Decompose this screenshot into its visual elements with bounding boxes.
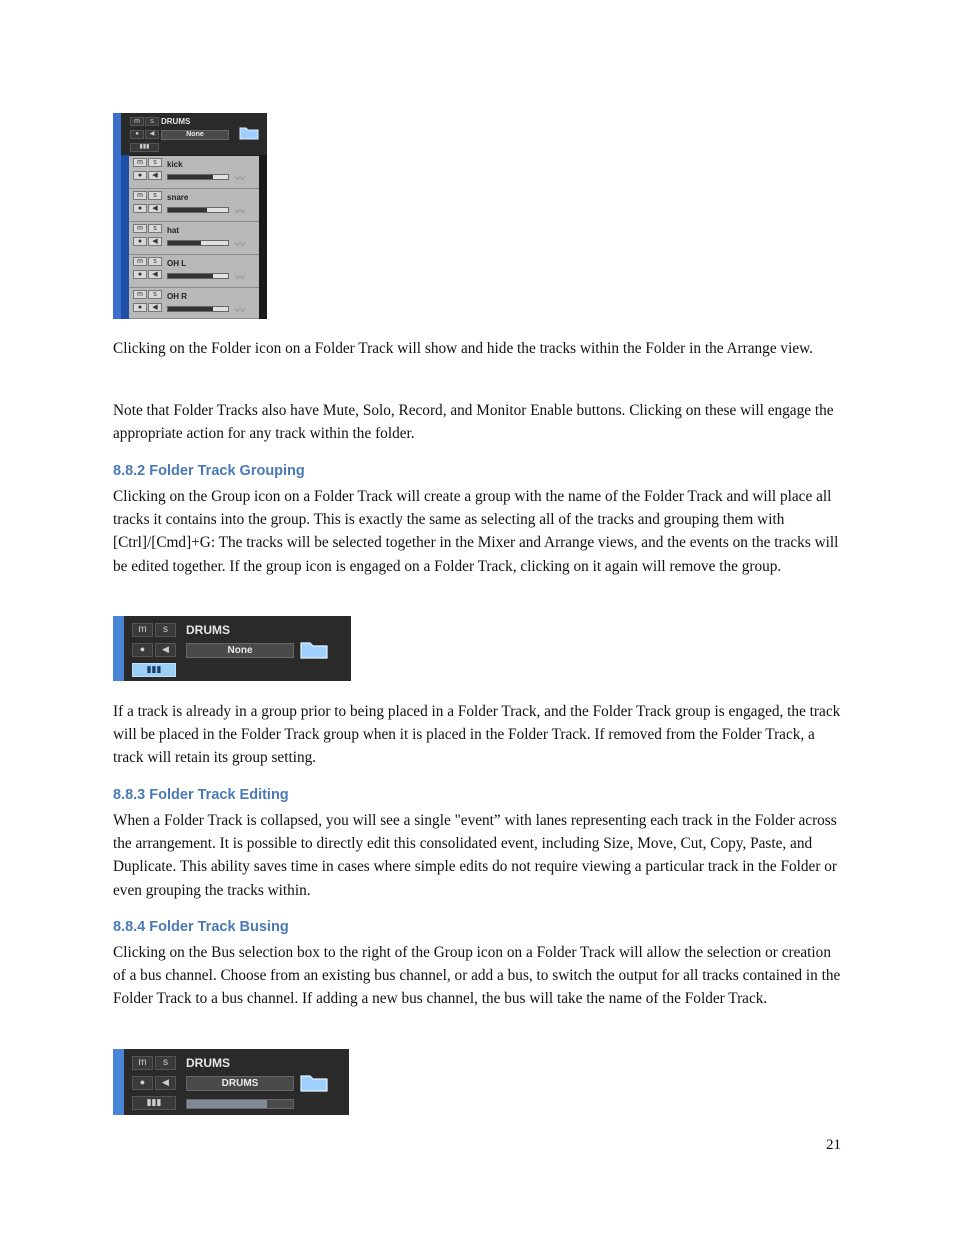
record-dot-icon: ● bbox=[139, 644, 146, 654]
track-volume-meter[interactable] bbox=[167, 273, 229, 279]
child-track-list bbox=[129, 156, 259, 319]
track-monitor-button[interactable]: ◀ bbox=[148, 270, 162, 279]
track-mute-button[interactable]: m bbox=[133, 191, 147, 200]
record-dot-icon: ● bbox=[139, 1077, 146, 1087]
folder-track-group-screenshot bbox=[113, 616, 351, 681]
record-button[interactable] bbox=[130, 130, 144, 139]
track-mute-button[interactable]: m bbox=[133, 224, 147, 233]
track-solo-button[interactable]: s bbox=[148, 224, 162, 233]
group-button-engaged[interactable] bbox=[132, 663, 176, 677]
paragraph-folder-buttons: Note that Folder Tracks also have Mute, Solo, Record, and Monitor Enable buttons. Clicking on these will engage the appropriate action for any track within the folder. bbox=[113, 402, 834, 443]
bus-select[interactable]: None bbox=[186, 643, 294, 658]
child-track-strip bbox=[121, 155, 129, 319]
waveform-icon: 〰 bbox=[235, 306, 245, 317]
paragraph-grouping: Clicking on the Group icon on a Folder Track will create a group with the name of the Folder Track and will place all tracks it contains into the group. This is exactly the same as selecting all of the tracks and grouping them with [Ctrl]/[Cmd]+G: The tracks will be selected together in the Mixer and Arrange views, and the events on the tracks will be edited together. If the group icon is engaged on a Folder Track, clicking on it again will remove the group. bbox=[113, 488, 839, 575]
speaker-icon: ◀ bbox=[149, 131, 155, 137]
bus-volume-meter[interactable] bbox=[186, 1099, 294, 1109]
track-name: kick bbox=[167, 160, 183, 169]
track-solo-button[interactable]: s bbox=[148, 191, 162, 200]
track-color-strip bbox=[113, 113, 121, 319]
folder-name: DRUMS bbox=[186, 1056, 230, 1070]
track-mute-button[interactable]: m bbox=[133, 290, 147, 299]
track-volume-meter[interactable] bbox=[167, 306, 229, 312]
solo-button[interactable]: s bbox=[155, 1056, 176, 1070]
heading-folder-track-busing: 8.8.4 Folder Track Busing bbox=[113, 919, 289, 935]
track-volume-meter[interactable] bbox=[167, 207, 229, 213]
track-monitor-button[interactable]: ◀ bbox=[148, 237, 162, 246]
waveform-icon: 〰 bbox=[235, 207, 245, 218]
monitor-button[interactable] bbox=[155, 643, 176, 657]
folder-name: DRUMS bbox=[186, 623, 230, 637]
track-name: snare bbox=[167, 193, 189, 202]
folder-track-header bbox=[121, 113, 267, 155]
track-color-strip bbox=[113, 616, 124, 681]
record-button[interactable] bbox=[132, 643, 153, 657]
folder-track-header bbox=[124, 616, 351, 681]
record-button[interactable] bbox=[132, 1076, 153, 1090]
bus-select[interactable]: None bbox=[161, 130, 229, 140]
group-icon: ▮▮▮ bbox=[146, 664, 162, 674]
solo-button[interactable]: s bbox=[155, 623, 176, 637]
track-row[interactable] bbox=[129, 156, 259, 189]
track-volume-meter[interactable] bbox=[167, 174, 229, 180]
speaker-icon: ◀ bbox=[162, 1077, 169, 1087]
group-button[interactable] bbox=[132, 1096, 176, 1110]
track-volume-meter[interactable] bbox=[167, 240, 229, 246]
track-row[interactable] bbox=[129, 255, 259, 288]
waveform-icon: 〰 bbox=[235, 174, 245, 185]
solo-button[interactable]: s bbox=[145, 117, 159, 126]
paragraph-editing: When a Folder Track is collapsed, you will see a single "event” with lanes representing each track in the Folder across the arrangement. It is possible to directly edit this consolidated event, including Size, Move, Cut, Copy, Paste, and Duplicate. This ability saves time in cases where simple edits do not require viewing a particular track in the Folder or even grouping the tracks within. bbox=[113, 812, 837, 899]
mute-button[interactable]: m bbox=[132, 1056, 153, 1070]
record-dot-icon: ● bbox=[135, 131, 139, 137]
track-row[interactable] bbox=[129, 222, 259, 255]
track-monitor-button[interactable]: ◀ bbox=[148, 303, 162, 312]
mute-button[interactable]: m bbox=[130, 117, 144, 126]
folder-track-header bbox=[124, 1049, 349, 1115]
group-icon: ▮▮▮ bbox=[139, 144, 150, 150]
monitor-button[interactable] bbox=[145, 130, 159, 139]
track-monitor-button[interactable]: ◀ bbox=[148, 171, 162, 180]
mute-button[interactable]: m bbox=[132, 623, 153, 637]
track-record-button[interactable]: ● bbox=[133, 171, 147, 180]
folder-icon[interactable] bbox=[239, 126, 259, 140]
track-solo-button[interactable]: s bbox=[148, 158, 162, 167]
track-solo-button[interactable]: s bbox=[148, 257, 162, 266]
speaker-icon: ◀ bbox=[162, 644, 169, 654]
heading-folder-track-editing: 8.8.3 Folder Track Editing bbox=[113, 787, 289, 803]
track-mute-button[interactable]: m bbox=[133, 158, 147, 167]
page-number: 21 bbox=[826, 1137, 841, 1153]
track-mute-button[interactable]: m bbox=[133, 257, 147, 266]
track-record-button[interactable]: ● bbox=[133, 204, 147, 213]
folder-icon[interactable] bbox=[300, 640, 328, 659]
bus-select[interactable]: DRUMS bbox=[186, 1076, 294, 1091]
track-row[interactable] bbox=[129, 189, 259, 222]
group-button[interactable] bbox=[130, 143, 159, 152]
group-icon: ▮▮▮ bbox=[146, 1097, 162, 1107]
track-color-strip bbox=[113, 1049, 124, 1115]
paragraph-busing: Clicking on the Bus selection box to the right of the Group icon on a Folder Track will allow the selection or creation of a bus channel. Choose from an existing bus channel, or add a bus, to switch the output for all tracks contained in the Folder Track to a bus channel. If adding a new bus channel, the bus will take the name of the Folder Track. bbox=[113, 944, 841, 1008]
track-name: hat bbox=[167, 226, 179, 235]
track-name: OH R bbox=[167, 292, 187, 301]
folder-track-bus-screenshot bbox=[113, 1049, 349, 1115]
waveform-icon: 〰 bbox=[235, 240, 245, 251]
heading-folder-track-grouping: 8.8.2 Folder Track Grouping bbox=[113, 463, 305, 479]
monitor-button[interactable] bbox=[155, 1076, 176, 1090]
track-monitor-button[interactable]: ◀ bbox=[148, 204, 162, 213]
paragraph-folder-icon: Clicking on the Folder icon on a Folder Track will show and hide the tracks within the Folder in the Arrange view. bbox=[113, 340, 813, 357]
track-solo-button[interactable]: s bbox=[148, 290, 162, 299]
waveform-icon: 〰 bbox=[235, 273, 245, 284]
paragraph-group-prior: If a track is already in a group prior to being placed in a Folder Track, and the Folder Track group is engaged, the track will be placed in the Folder Track group when it is placed in the Folder Track. If removed from the Folder Track, a track will retain its group setting. bbox=[113, 703, 841, 767]
folder-icon[interactable] bbox=[300, 1073, 328, 1092]
folder-track-expanded-screenshot bbox=[113, 113, 267, 319]
track-record-button[interactable]: ● bbox=[133, 237, 147, 246]
track-row[interactable] bbox=[129, 288, 259, 319]
track-record-button[interactable]: ● bbox=[133, 303, 147, 312]
track-name: OH L bbox=[167, 259, 187, 268]
folder-name: DRUMS bbox=[161, 117, 191, 126]
track-record-button[interactable]: ● bbox=[133, 270, 147, 279]
